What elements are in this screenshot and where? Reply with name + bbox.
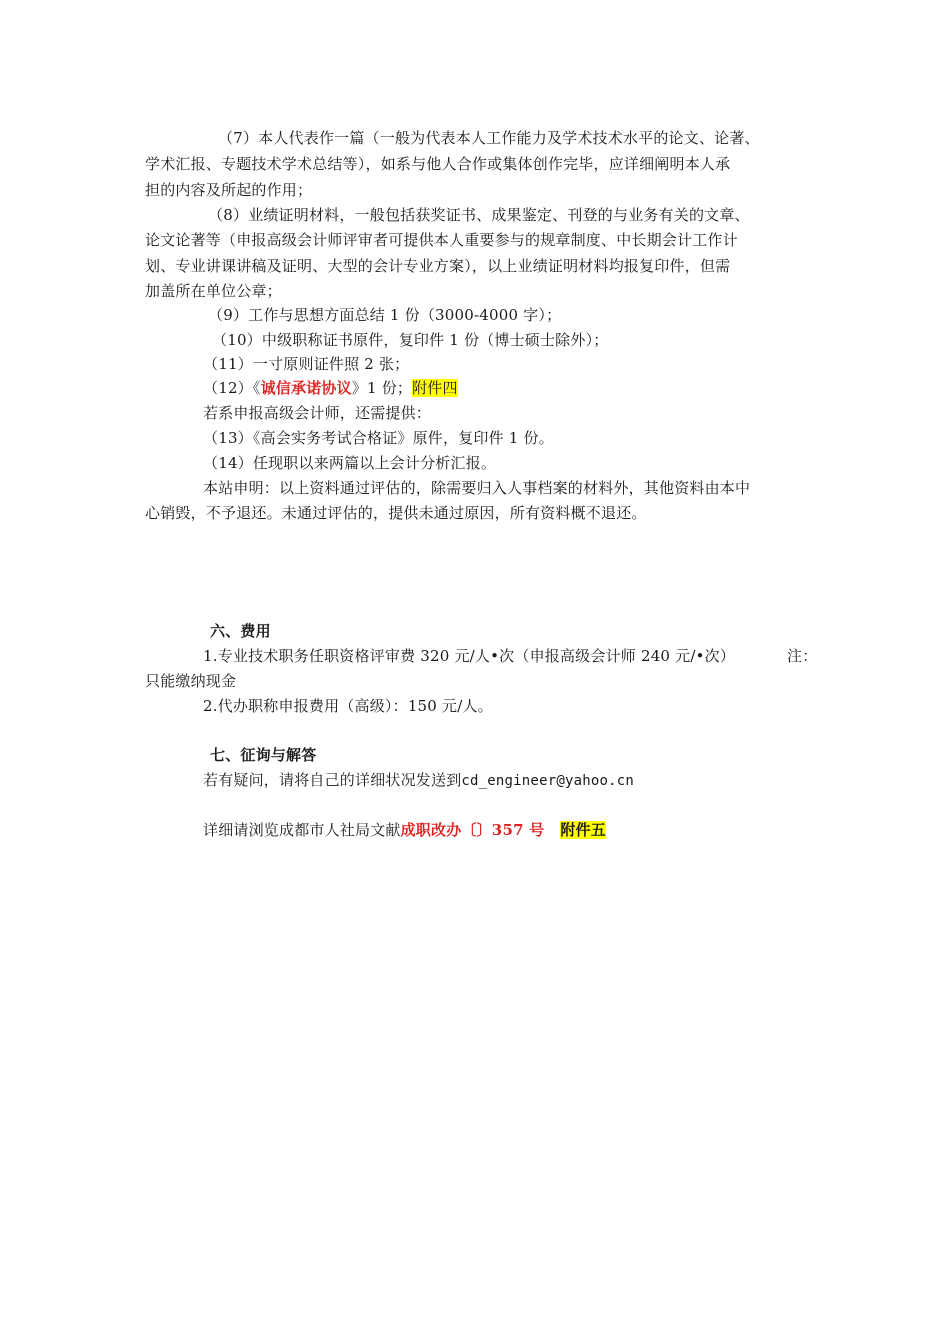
item7-line3: 担的内容及所起的作用； <box>145 181 313 199</box>
item12-suffix: 》1 份； <box>351 379 413 397</box>
fees-heading: 六、费用 <box>210 622 271 640</box>
inquiry-heading: 七、征询与解答 <box>210 746 317 764</box>
item10-text: （10）中级职称证书原件，复印件 1 份（博士硕士除外）； <box>212 331 609 349</box>
attachment-four-label: 附件四 <box>412 379 458 397</box>
senior-note: 若系申报高级会计师，还需提供： <box>203 404 432 422</box>
item8-line1: （8）业绩证明材料，一般包括获奖证书、成果鉴定、刊登的与业务有关的文章、 <box>208 206 750 224</box>
item7-line1: （7）本人代表作一篇（一般为代表本人工作能力及学术技术水平的论文、论著、 <box>218 129 760 147</box>
attachment-five-label: 附件五 <box>560 821 606 839</box>
item11-text: （11）一寸原则证件照 2 张； <box>203 355 410 373</box>
integrity-agreement-title: 诚信承诺协议 <box>260 379 352 397</box>
statement-line1: 本站申明：以上资料通过评估的，除需要归入人事档案的材料外，其他资料由本中 <box>203 479 751 497</box>
contact-email: cd_engineer@yahoo.cn <box>461 773 634 789</box>
item8-line4: 加盖所在单位公章； <box>145 282 282 300</box>
item14-text: （14）任现职以来两篇以上会计分析汇报。 <box>203 454 497 472</box>
fee1-main: 1.专业技术职务任职资格评审费 320 元/人•次（申报高级会计师 240 元/•次） <box>203 647 736 665</box>
statement-line2: 心销毁，不予退还。未通过评估的，提供未通过原因，所有资料概不退还。 <box>145 504 647 522</box>
reference-line <box>203 820 606 840</box>
item12-prefix: （12）《 <box>203 379 261 397</box>
item9-text: （9）工作与思想方面总结 1 份（3000-4000 字）； <box>208 306 562 324</box>
item8-line2: 论文论著等（申报高级会计师评审者可提供本人重要参与的规章制度、中长期会计工作计 <box>145 231 738 249</box>
item7-line2: 学术汇报、专题技术学术总结等），如系与他人合作或集体创作完毕，应详细阐明本人承 <box>145 155 731 173</box>
reference-prefix: 详细请浏览成都市人社局文献 <box>203 821 401 839</box>
reference-document: 成职改办〔〕357 号 <box>400 821 545 839</box>
fee2-text: 2.代办职称申报费用（高级）：150 元/人。 <box>203 697 493 715</box>
fee1-line1 <box>203 646 735 666</box>
inquiry-text: 若有疑问，请将自己的详细状况发送到 <box>203 771 462 789</box>
inquiry-line <box>203 770 634 791</box>
fee1-note: 注： <box>787 647 818 665</box>
fee1-line2: 只能缴纳现金 <box>145 672 237 690</box>
item13-text: （13）《高会实务考试合格证》原件，复印件 1 份。 <box>203 429 554 447</box>
item8-line3: 划、专业讲课讲稿及证明、大型的会计专业方案），以上业绩证明材料均报复印件，但需 <box>145 257 731 275</box>
item12-line <box>203 378 458 398</box>
